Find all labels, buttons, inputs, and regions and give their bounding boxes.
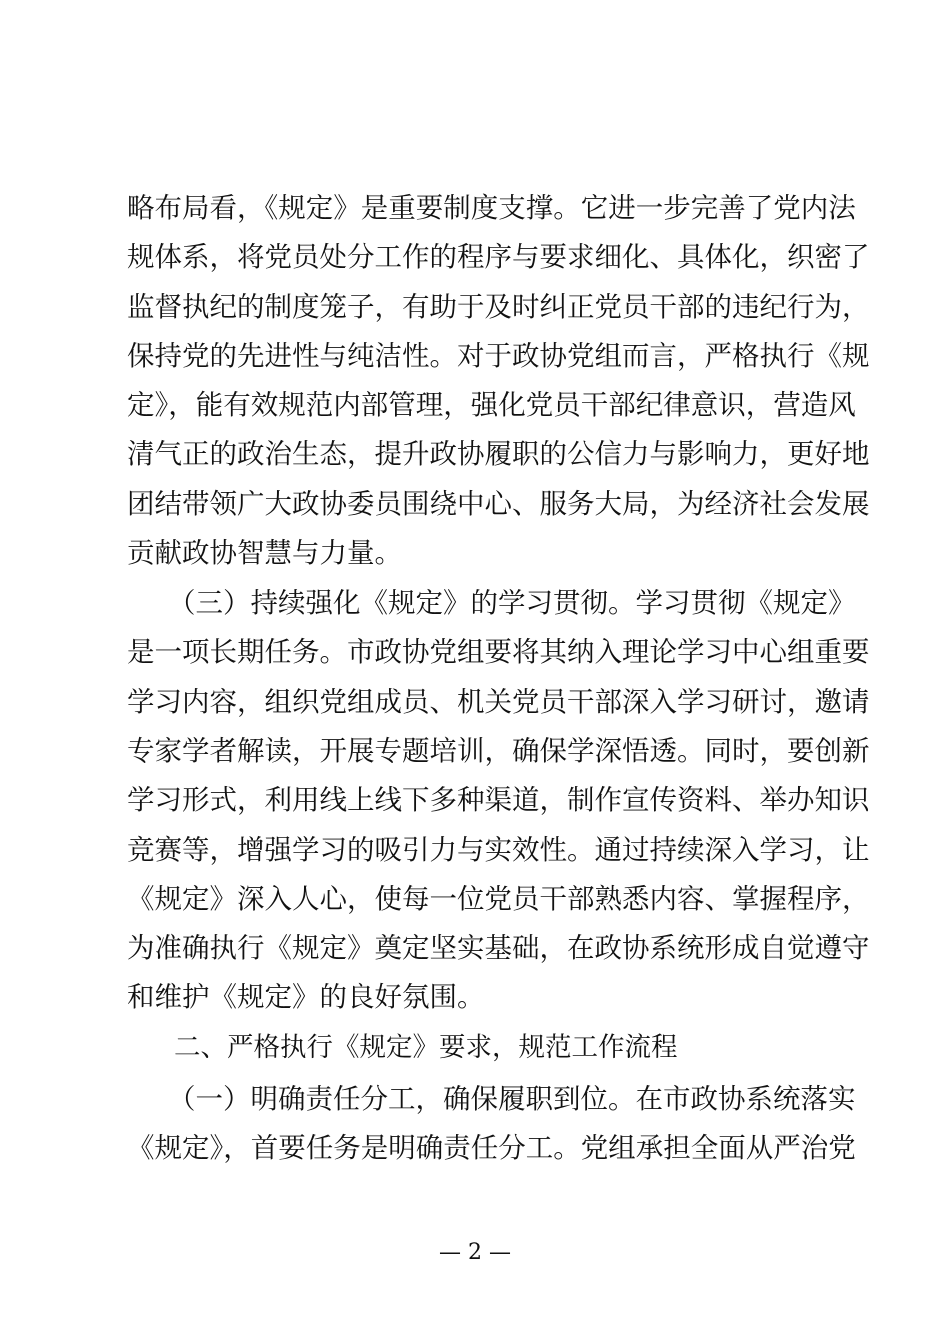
text-line: 监督执纪的制度笼子，有助于及时纠正党员干部的违纪行为， — [127, 291, 870, 323]
text-line: 团结带领广大政协委员围绕中心、服务大局，为经济社会发展 — [127, 488, 870, 520]
text-line: 定》，能有效规范内部管理，强化党员干部纪律意识，营造风 — [127, 389, 856, 421]
text-line: 贡献政协智慧与力量。 — [127, 537, 402, 569]
text-line: 为准确执行《规定》奠定坚实基础，在政协系统形成自觉遵守 — [127, 932, 870, 964]
text-line: 略布局看，《规定》是重要制度支撑。它进一步完善了党内法 — [127, 192, 856, 224]
text-line: 是一项长期任务。市政协党组要将其纳入理论学习中心组重要 — [127, 636, 870, 668]
page-number: — 2 — — [439, 1240, 511, 1265]
text-line: 专家学者解读，开展专题培训，确保学深悟透。同时，要创新 — [127, 735, 870, 767]
text-line: 《规定》深入人心，使每一位党员干部熟悉内容、掌握程序， — [127, 883, 870, 915]
section-heading-1: （一）明确责任分工，确保履职到位。在市政协系统落实 — [168, 1083, 856, 1115]
text-line: 和维护《规定》的良好氛围。 — [127, 981, 485, 1013]
section-heading-3: （三）持续强化《规定》的学习贯彻。学习贯彻《规定》 — [168, 587, 856, 619]
text-line: 保持党的先进性与纯洁性。对于政协党组而言，严格执行《规 — [127, 340, 870, 372]
text-line: 规体系，将党员处分工作的程序与要求细化、具体化，织密了 — [127, 241, 870, 273]
text-line: 竞赛等，增强学习的吸引力与实效性。通过持续深入学习，让 — [127, 834, 870, 866]
text-line: 学习形式，利用线上线下多种渠道，制作宣传资料、举办知识 — [127, 784, 870, 816]
text-line: 清气正的政治生态，提升政协履职的公信力与影响力，更好地 — [127, 438, 870, 470]
text-line: 《规定》，首要任务是明确责任分工。党组承担全面从严治党 — [127, 1132, 856, 1164]
text-line: 学习内容，组织党组成员、机关党员干部深入学习研讨，邀请 — [127, 686, 870, 718]
section-heading-2: 二、严格执行《规定》要求，规范工作流程 — [174, 1032, 678, 1063]
